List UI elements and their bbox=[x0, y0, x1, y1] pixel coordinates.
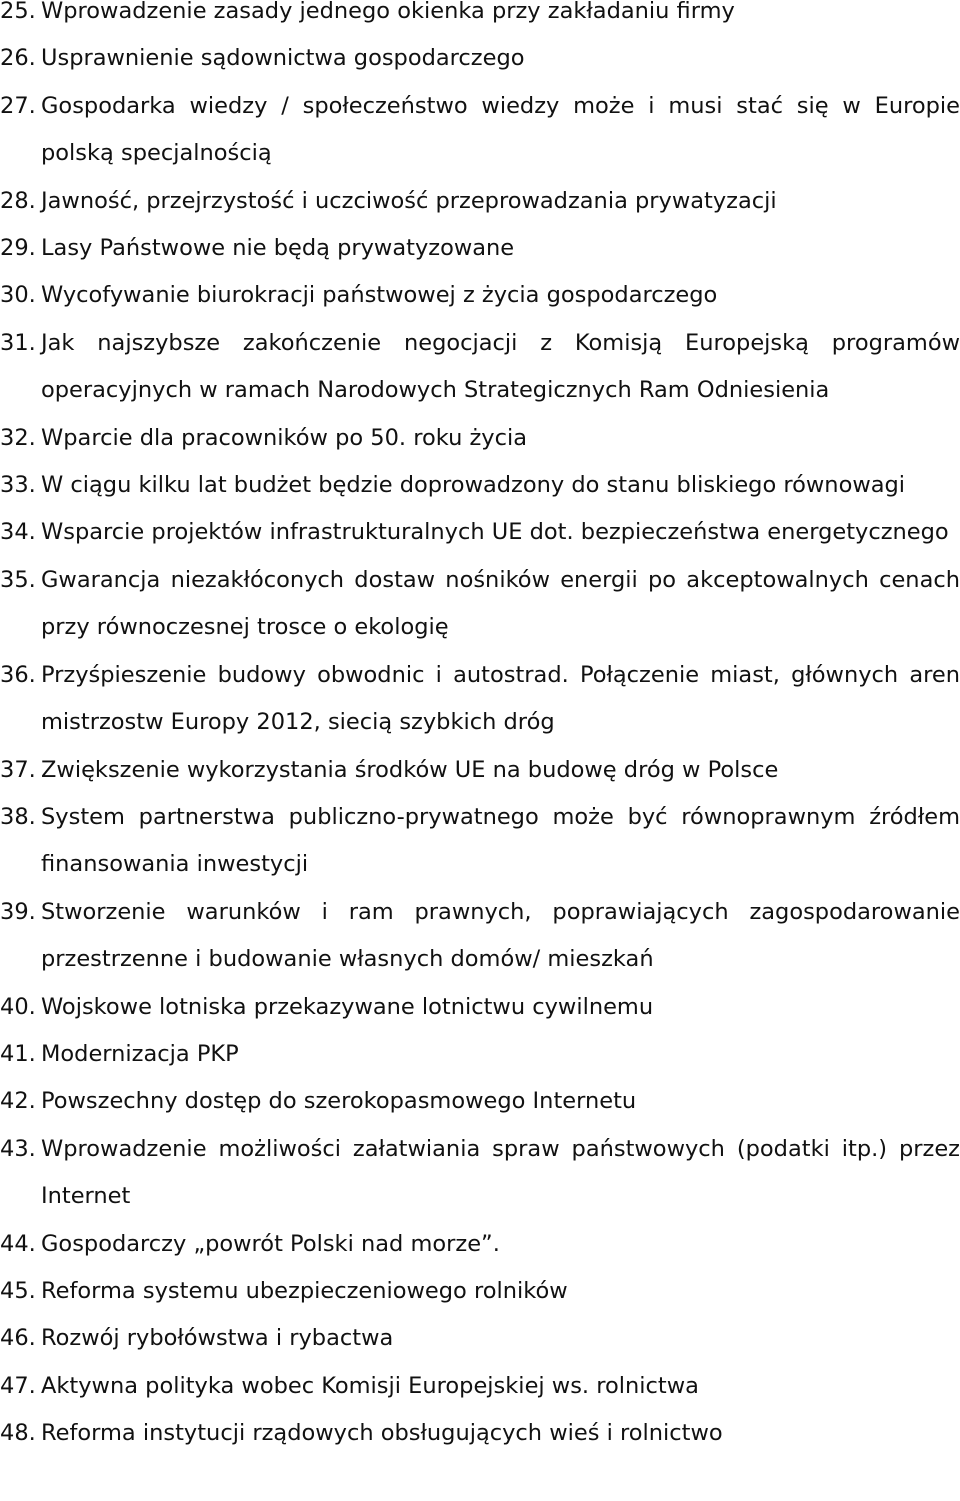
list-item bbox=[0, 1315, 960, 1362]
item-number: 36. bbox=[0, 661, 36, 688]
list-item bbox=[0, 178, 960, 225]
item-text: Wsparcie projektów infrastrukturalnych UE dot. bezpieczeństwa energetycznego bbox=[41, 519, 949, 546]
item-text: Wparcie dla pracowników po 50. roku życia bbox=[41, 424, 528, 451]
list-item bbox=[0, 415, 960, 462]
item-number: 33. bbox=[0, 472, 36, 499]
item-number: 41. bbox=[0, 1040, 36, 1067]
item-number: 34. bbox=[0, 519, 36, 546]
item-number: 43. bbox=[0, 1135, 36, 1162]
item-text: Zwiększenie wykorzystania środków UE na budowę dróg w Polsce bbox=[41, 756, 779, 783]
list-item bbox=[0, 1268, 960, 1315]
list-item bbox=[0, 320, 960, 415]
item-number: 44. bbox=[0, 1230, 36, 1257]
item-text: System partnerstwa publiczno-prywatnego może być równoprawnym źródłem finansowania inwestycji bbox=[41, 803, 960, 878]
list-item bbox=[0, 652, 960, 747]
list-item bbox=[0, 794, 960, 889]
item-number: 25. bbox=[0, 0, 36, 24]
list-item bbox=[0, 557, 960, 652]
item-number: 26. bbox=[0, 45, 36, 72]
item-text: Jak najszybsze zakończenie negocjacji z Komisją Europejską programów operacyjnych w ramach Narodowych Strategicznych Ram Odniesienia bbox=[41, 329, 960, 404]
item-number: 45. bbox=[0, 1277, 36, 1304]
item-text: Gospodarczy „powrót Polski nad morze”. bbox=[41, 1230, 500, 1257]
list-item bbox=[0, 1221, 960, 1268]
item-text: Wprowadzenie możliwości załatwiania spraw państwowych (podatki itp.) przez Internet bbox=[41, 1135, 960, 1210]
item-text: Aktywna polityka wobec Komisji Europejskiej ws. rolnictwa bbox=[41, 1372, 699, 1399]
item-number: 27. bbox=[0, 92, 36, 119]
list-item bbox=[0, 83, 960, 178]
item-text: Modernizacja PKP bbox=[41, 1040, 239, 1067]
list-item bbox=[0, 462, 960, 509]
list-item bbox=[0, 1410, 960, 1457]
item-number: 37. bbox=[0, 756, 36, 783]
item-number: 32. bbox=[0, 424, 36, 451]
item-text: Reforma systemu ubezpieczeniowego rolników bbox=[41, 1277, 568, 1304]
item-number: 29. bbox=[0, 235, 36, 262]
item-text: Usprawnienie sądownictwa gospodarczego bbox=[41, 45, 525, 72]
list-item bbox=[0, 889, 960, 984]
item-number: 48. bbox=[0, 1420, 36, 1447]
list-item bbox=[0, 747, 960, 794]
item-number: 47. bbox=[0, 1372, 36, 1399]
list-item bbox=[0, 0, 960, 35]
item-number: 31. bbox=[0, 329, 36, 356]
item-number: 40. bbox=[0, 993, 36, 1020]
item-number: 39. bbox=[0, 898, 36, 925]
item-number: 38. bbox=[0, 803, 36, 830]
item-text: Lasy Państwowe nie będą prywatyzowane bbox=[41, 235, 515, 262]
item-text: Wycofywanie biurokracji państwowej z życia gospodarczego bbox=[41, 282, 718, 309]
item-text: Wprowadzenie zasady jednego okienka przy zakładaniu firmy bbox=[41, 0, 735, 24]
list-item bbox=[0, 1126, 960, 1221]
item-number: 30. bbox=[0, 282, 36, 309]
item-text: Rozwój rybołówstwa i rybactwa bbox=[41, 1325, 394, 1352]
item-text: Jawność, przejrzystość i uczciwość przeprowadzania prywatyzacji bbox=[41, 187, 777, 214]
item-text: Gwarancja niezakłóconych dostaw nośników energii po akceptowalnych cenach przy równoczesnej trosce o ekologię bbox=[41, 566, 960, 641]
list-item bbox=[0, 272, 960, 319]
item-text: Powszechny dostęp do szerokopasmowego Internetu bbox=[41, 1088, 637, 1115]
list-item bbox=[0, 509, 960, 556]
list-item bbox=[0, 984, 960, 1031]
item-text: Reforma instytucji rządowych obsługujących wieś i rolnictwo bbox=[41, 1420, 723, 1447]
item-text: W ciągu kilku lat budżet będzie doprowadzony do stanu bliskiego równowagi bbox=[41, 472, 906, 499]
item-text: Wojskowe lotniska przekazywane lotnictwu cywilnemu bbox=[41, 993, 654, 1020]
item-text: Przyśpieszenie budowy obwodnic i autostrad. Połączenie miast, głównych aren mistrzostw Europy 2012, siecią szybkich dróg bbox=[41, 661, 960, 736]
item-number: 42. bbox=[0, 1088, 36, 1115]
list-item bbox=[0, 35, 960, 82]
item-text: Gospodarka wiedzy / społeczeństwo wiedzy może i musi stać się w Europie polską specjalnością bbox=[41, 92, 960, 167]
item-number: 28. bbox=[0, 187, 36, 214]
item-number: 35. bbox=[0, 566, 36, 593]
list-item bbox=[0, 1078, 960, 1125]
list-item bbox=[0, 1363, 960, 1410]
list-item bbox=[0, 225, 960, 272]
item-number: 46. bbox=[0, 1325, 36, 1352]
list-item bbox=[0, 1031, 960, 1078]
item-text: Stworzenie warunków i ram prawnych, poprawiających zagospodarowanie przestrzenne i budowanie własnych domów/ mieszkań bbox=[41, 898, 960, 973]
